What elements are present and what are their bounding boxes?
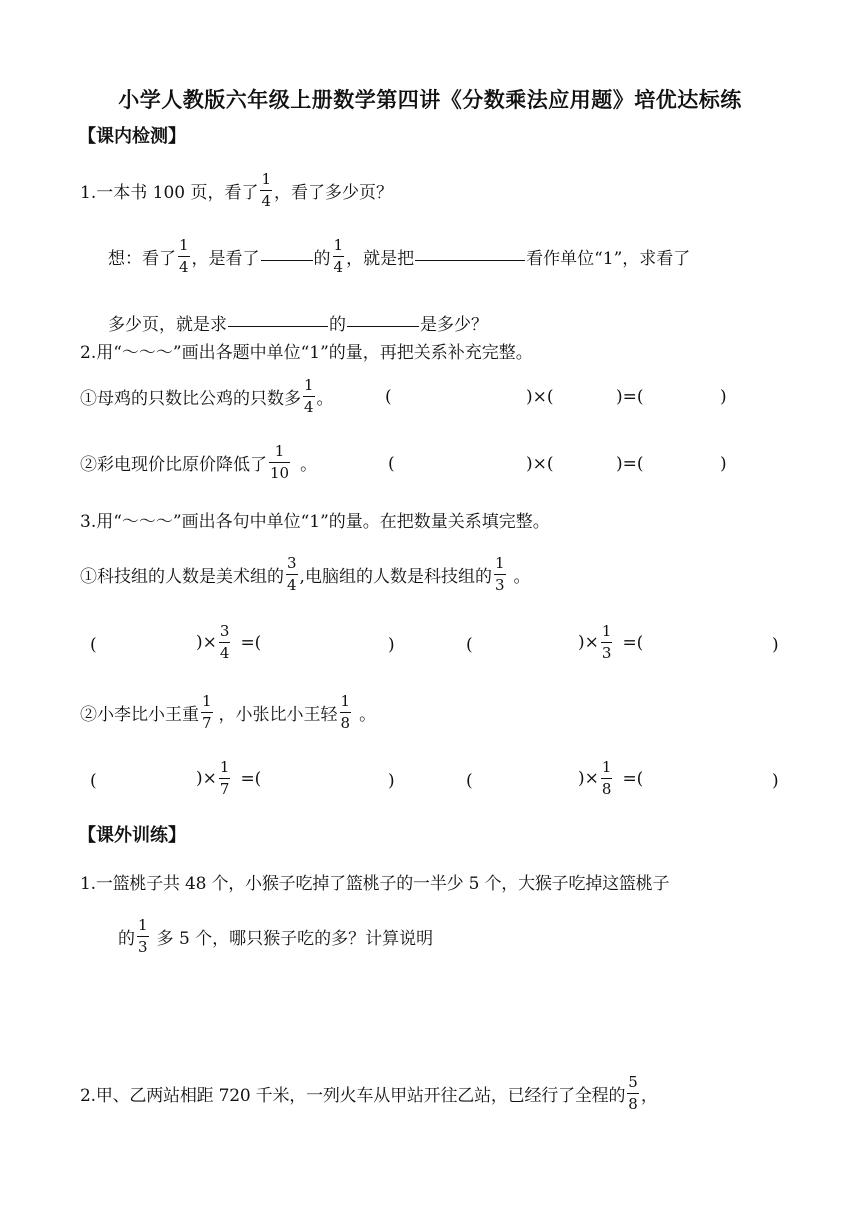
q1-prefix: 1.一本书 100 页，看了 bbox=[80, 183, 259, 203]
q1-fraction: $\frac{1}{4}$ bbox=[261, 170, 272, 210]
e1-line-1: 1.一篮桃子共 48 个，小猴子吃掉了篮桃子的一半少 5 个，大猴子吃掉这篮桃子 bbox=[80, 874, 670, 894]
q3-b-eq1-op: )× $\frac{1}{7}$ =( bbox=[196, 758, 262, 798]
e1-line-2: 的 $\frac{1}{3}$ 多 5 个，哪只猴子吃的多？计算说明 bbox=[118, 916, 434, 956]
q1-think-fraction-2: $\frac{1}{4}$ bbox=[333, 236, 344, 276]
q2-item-a: ①母鸡的只数比公鸡的只数多 $\frac{1}{4}$ 。 bbox=[80, 376, 334, 416]
section-in-class-test: 【课内检测】 bbox=[78, 126, 186, 147]
q2-b-paren-open: ( bbox=[388, 454, 395, 474]
answer-blank[interactable] bbox=[228, 310, 328, 327]
q3-b-eq2-close: ) bbox=[772, 771, 779, 791]
q3-item-a: ①科技组的人数是美术组的 $\frac{3}{4}$ ,电脑组的人数是科技组的 $\frac{1}{3}$ 。 bbox=[80, 554, 531, 594]
q3-b-eq2-fraction: $\frac{1}{8}$ bbox=[601, 758, 612, 798]
q2-a-times: )×( bbox=[526, 387, 554, 407]
q1-think-fraction-1: $\frac{1}{4}$ bbox=[179, 236, 189, 276]
q2-heading: 2.用“～～～”画出各题中单位“1”的量，再把关系补充完整。 bbox=[80, 343, 533, 363]
page-title: 小学人教版六年级上册数学第四讲《分数乘法应用题》培优达标练 bbox=[118, 88, 742, 112]
q2-b-paren-close: ) bbox=[720, 454, 727, 474]
q2-b-equals: )=( bbox=[616, 454, 644, 474]
q3-a-eq2-fraction: $\frac{1}{3}$ bbox=[601, 622, 612, 662]
e2-fraction: $\frac{5}{8}$ bbox=[628, 1073, 638, 1113]
q3-a-eq1-fraction: $\frac{3}{4}$ bbox=[219, 622, 230, 662]
q1-think-line-2: 多少页，就是求 的 是多少？ bbox=[108, 310, 488, 335]
answer-blank[interactable] bbox=[261, 244, 313, 261]
question-1 bbox=[80, 172, 393, 209]
q3-a-eq1-open: ( bbox=[90, 635, 97, 655]
q2-a-paren-open: ( bbox=[385, 387, 392, 407]
q3-b-fraction-1: $\frac{1}{7}$ bbox=[202, 692, 212, 732]
q3-b-eq1-open: ( bbox=[90, 771, 97, 791]
q3-a-eq2-op: )× $\frac{1}{3}$ =( bbox=[578, 622, 644, 662]
q2-item-b: ②彩电现价比原价降低了 $\frac{1}{10}$ 。 bbox=[80, 442, 318, 482]
q3-a-fraction-2: $\frac{1}{3}$ bbox=[494, 554, 505, 594]
q3-a-eq1-op: )× $\frac{3}{4}$ =( bbox=[196, 622, 262, 662]
q3-b-fraction-2: $\frac{1}{8}$ bbox=[340, 692, 351, 732]
q3-b-eq2-op: )× $\frac{1}{8}$ =( bbox=[578, 758, 644, 798]
q3-b-eq2-open: ( bbox=[466, 771, 473, 791]
e1-fraction: $\frac{1}{3}$ bbox=[138, 916, 148, 956]
q2-a-paren-close: ) bbox=[720, 387, 727, 407]
section-extra-practice: 【课外训练】 bbox=[78, 825, 186, 846]
q3-heading: 3.用“～～～”画出各句中单位“1”的量。在把数量关系填完整。 bbox=[80, 512, 550, 532]
q2-a-equals: )=( bbox=[616, 387, 644, 407]
q3-a-eq1-close: ) bbox=[388, 635, 395, 655]
q1-think-line-1: 想：看了 $\frac{1}{4}$ ，是看了 的 $\frac{1}{4}$ ，就是把 看作单位“1”，求看了 bbox=[108, 236, 691, 276]
q3-a-eq2-open: ( bbox=[466, 635, 473, 655]
e2-line-1: 2.甲、乙两站相距 720 千米，一列火车从甲站开往乙站，已经行了全程的 $\frac{5}{8}$ ， bbox=[80, 1073, 658, 1113]
q3-a-eq2-close: ) bbox=[772, 635, 779, 655]
answer-blank[interactable] bbox=[415, 244, 525, 261]
q3-b-eq1-fraction: $\frac{1}{7}$ bbox=[219, 758, 230, 798]
q1-suffix: ，看了多少页？ bbox=[274, 183, 394, 203]
q3-b-eq1-close: ) bbox=[388, 771, 395, 791]
q3-item-b: ②小李比小王重 $\frac{1}{7}$ ，小张比小王轻 $\frac{1}{8}$ 。 bbox=[80, 692, 377, 732]
answer-blank[interactable] bbox=[347, 310, 419, 327]
q2-b-times: )×( bbox=[526, 454, 554, 474]
q2-b-fraction: $\frac{1}{10}$ bbox=[270, 442, 290, 482]
q2-a-fraction: $\frac{1}{4}$ bbox=[304, 376, 314, 416]
q3-a-fraction-1: $\frac{3}{4}$ bbox=[287, 554, 297, 594]
